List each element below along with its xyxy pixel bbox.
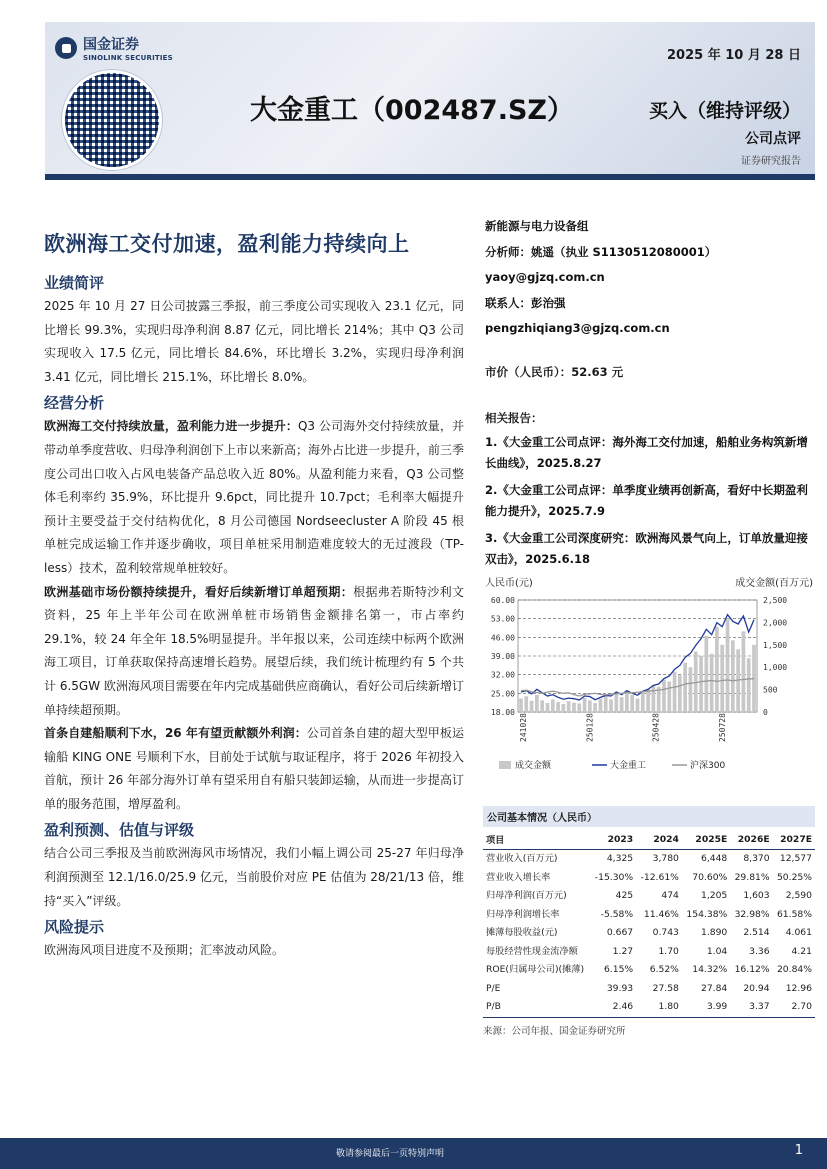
table-cell: 2.46 [590, 998, 636, 1017]
contact-email[interactable]: pengzhiqiang3@gjzq.com.cn [485, 321, 670, 335]
table-cell: 39.93 [606, 982, 634, 994]
table-row [483, 924, 815, 943]
legend-swatch-volume [499, 761, 511, 769]
table-cell: P/E [486, 982, 501, 994]
related-report-2[interactable]: 2.《大金重工公司点评：单季度业绩再创新高，看好中长期盈利能力提升》，2025.7.9 [485, 482, 808, 518]
section-title-operations: 经营分析 [44, 394, 105, 413]
financial-data-table [483, 827, 815, 1018]
table-cell: 6.52% [649, 964, 679, 975]
table-cell: 29.81% [734, 871, 770, 883]
table-cell: 2.514 [743, 927, 770, 938]
rating: 买入（维持评级） [648, 100, 801, 122]
financial-table [483, 806, 815, 1037]
x-tick-label: 250728 [718, 713, 728, 742]
table-cell: 1.80 [636, 998, 682, 1017]
table-cell: 3.37 [730, 998, 772, 1017]
table-cell: 12.96 [785, 982, 812, 994]
volume-bar [742, 631, 746, 712]
operations-paragraph-1 [44, 415, 464, 580]
y-tick-label-left: 32.00 [490, 670, 515, 680]
table-row [483, 906, 815, 925]
logo-cn: 国金证券 [83, 37, 139, 53]
table-cell: 70.60% [692, 871, 728, 883]
table-cell: 1,603 [743, 890, 770, 901]
volume-bar [567, 701, 571, 712]
report-type: 公司点评 [745, 131, 801, 147]
table-title: 公司基本情况（人民币） [483, 806, 815, 827]
volume-bar [704, 636, 708, 712]
table-cell: 11.46% [643, 908, 679, 920]
table-cell: 1.27 [612, 945, 634, 957]
table-source: 来源：公司年报、国金证券研究所 [483, 1025, 626, 1037]
table-cell: 1.04 [706, 945, 728, 957]
main-content [44, 228, 464, 963]
analyst-email[interactable]: yaoy@gjzq.com.cn [485, 270, 605, 284]
volume-bar [710, 654, 714, 712]
y-tick-label-left: 46.00 [490, 633, 515, 643]
logo-icon [55, 37, 77, 59]
volume-bar [667, 682, 671, 712]
related-report-3[interactable]: 3.《大金重工公司深度研究：欧洲海风景气向上，订单放量迎接双击》，2025.6.18 [485, 530, 808, 566]
table-cell: 27.58 [652, 982, 679, 994]
volume-bar [562, 704, 566, 712]
volume-bar [636, 699, 640, 712]
results-paragraph: 2025 年 10 月 27 日公司披露三季报，前三季度公司实现收入 23.1 亿元，同比增长 99.3%，实现归母净利润 8.87 亿元，同比增长 214%；其中 Q3 公司实现收入 17.5 亿元，同比增长 84.6%，环比增长 3.2%，实现归母净利润 3.41 亿元，同比增长 215.1%，环比增长 8.0%。 [44, 299, 464, 384]
table-cell: ROE(归属母公司)(摊薄) [486, 964, 585, 975]
y-tick-label-left: 39.00 [490, 652, 515, 661]
contact: 联系人：彭治强 [485, 295, 566, 310]
y-tick-label-right: 1,000 [763, 663, 788, 673]
table-cell: 3.99 [682, 998, 730, 1017]
table-cell: 20.94 [743, 982, 770, 994]
table-cell: 4.21 [791, 945, 812, 957]
volume-bar [524, 696, 528, 712]
table-cell: -15.30% [594, 871, 634, 883]
volume-bar [652, 685, 656, 712]
volume-bar [556, 702, 560, 712]
market-price: 市价（人民币）：52.63 元 [485, 364, 624, 379]
volume-bar [535, 695, 539, 712]
y-tick-label-right: 500 [763, 685, 778, 695]
volume-bar [620, 697, 624, 712]
table-cell: 0.667 [606, 927, 634, 938]
volume-bar [588, 700, 592, 712]
table-cell: 3.36 [749, 945, 770, 957]
price-chart [485, 572, 815, 777]
y-tick-label-right: 2,000 [763, 618, 788, 628]
volume-bar [747, 658, 751, 712]
risk-paragraph: 欧洲海风项目进度不及预期；汇率波动风险。 [44, 943, 285, 958]
page-title: 欧洲海工交付加速，盈利能力持续向上 [44, 232, 410, 256]
table-cell: 营业收入(百万元) [486, 853, 558, 864]
footer-disclaimer: 敬请参阅最后一页特别声明 [335, 1149, 444, 1159]
sidebar [485, 214, 815, 576]
report-date: 2025 年 10 月 28 日 [667, 48, 801, 63]
table-header-cell: 2024 [636, 827, 682, 850]
table-cell: 3,780 [652, 853, 679, 864]
paragraph-lead: 欧洲海工交付持续放量，盈利能力进一步提升： [44, 419, 298, 434]
legend-label-csi300: 沪深300 [690, 761, 726, 771]
paragraph-lead: 首条自建船顺利下水，26 年有望贡献额外利润： [44, 726, 307, 741]
volume-bar [678, 675, 682, 712]
table-cell: 61.58% [776, 908, 812, 920]
y-tick-label-left: 60.00 [490, 596, 515, 605]
volume-bar [715, 627, 719, 712]
y-tick-label-right: 2,500 [763, 596, 788, 605]
volume-bar [583, 698, 587, 712]
table-cell: 6,448 [700, 853, 728, 864]
volume-bar [689, 667, 693, 712]
section-title-results: 业绩简评 [44, 274, 105, 292]
table-cell: 12,577 [779, 853, 812, 864]
x-tick-label: 250428 [651, 713, 661, 742]
paragraph-body: Q3 公司海外交付持续放量，并带动单季度营收、归母净利润创下上市以来新高；海外占比进一步提升，前三季度公司出口收入占风电装备产品总收入近 80%。从盈利能力来看，Q3 公司整体毛利率约 35.9%，环比提升 9.6pct，同比提升 10.7pct；毛利率大幅提升预计主要受益于交付结构优化，8 月公司德国 Nordseecluster A 阶段 45 根单桩完成运输工作并逐步确收，项目单桩采用制造难度较大的无过渡段（TP-less）技术，盈利较常规单桩较好。 [44, 419, 465, 575]
table-cell: 6.15% [603, 964, 634, 975]
paragraph-lead: 欧洲基础市场份额持续提升，看好后续新增订单超预期： [44, 584, 354, 599]
volume-bar [572, 703, 576, 712]
table-cell: 16.12% [734, 964, 770, 975]
table-cell: 8,370 [743, 853, 770, 864]
volume-bar [673, 672, 677, 712]
volume-bar [604, 696, 608, 712]
table-cell: 14.32% [692, 964, 728, 975]
y-tick-label-left: 18.00 [490, 708, 515, 717]
table-row [483, 961, 815, 980]
research-group: 新能源与电力设备组 [485, 219, 589, 233]
table-header-cell: 2023 [590, 827, 636, 850]
table-row [483, 869, 815, 888]
table-cell: 20.84% [776, 964, 812, 975]
table-row [483, 998, 815, 1017]
table-cell: 摊薄每股收益(元) [486, 927, 558, 938]
company-logo [55, 34, 173, 62]
table-cell: 1,205 [700, 890, 728, 901]
table-header-cell: 2025E [682, 827, 730, 850]
table-row [483, 980, 815, 999]
table-cell: 0.743 [652, 927, 679, 938]
table-row [483, 850, 815, 869]
table-cell: 归母净利润(百万元) [486, 890, 567, 901]
y-axis-label-right: 成交金额(百万元) [735, 578, 813, 589]
volume-bar [599, 699, 603, 712]
table-cell: 32.98% [734, 908, 770, 920]
table-cell: 归母净利润增长率 [486, 908, 560, 920]
paragraph-body: 根据弗若斯特沙利文资料，25 年上半年公司在欧洲单桩市场销售金额排名第一，市占率约 29.1%，较 24 年全年 18.5%明显提升。半年报以来，公司连续中标两个欧洲海工项目，订单获取保持高速增长趋势。展望后续，我们统计梳理约有 5 个共计 6.5GW 欧洲海风项目需要在年内完成基础供应商确认，看好公司后续新增订单持续超预期。 [44, 584, 464, 717]
volume-bar [699, 656, 703, 712]
table-header-row [483, 827, 815, 850]
volume-bar [646, 689, 650, 712]
volume-bar [593, 703, 597, 712]
table-cell: -12.61% [640, 871, 679, 883]
table-cell: 50.25% [776, 871, 812, 883]
y-tick-label-left: 25.00 [490, 689, 515, 699]
related-report-1[interactable]: 1.《大金重工公司点评：海外海工交付加速，船舶业务构筑新增长曲线》，2025.8.27 [485, 434, 808, 470]
section-title-risk: 风险提示 [44, 918, 105, 937]
series-line-stock [521, 615, 754, 700]
volume-bar [726, 618, 730, 712]
table-cell: -5.58% [600, 908, 634, 920]
volume-bar [683, 663, 687, 712]
table-cell: 2.70 [773, 998, 815, 1017]
y-axis-label-left: 人民币(元) [485, 578, 533, 589]
price-chart-svg [485, 572, 815, 777]
analyst: 分析师：姚遥（执业 S1130512080001） [485, 244, 717, 259]
qr-code [62, 70, 162, 170]
table-header-cell: 2027E [773, 827, 815, 850]
volume-bar [662, 680, 666, 712]
x-tick-label: 250128 [585, 713, 595, 742]
stock-title: 大金重工（002487.SZ） [250, 95, 574, 126]
table-cell: 474 [661, 890, 679, 901]
table-header-cell: 项目 [483, 827, 590, 850]
volume-bar [519, 699, 523, 712]
volume-bar [546, 703, 550, 712]
forecast-paragraph: 结合公司三季报及当前欧洲海风市场情况，我们小幅上调公司 25-27 年归母净利润预测至 12.1/16.0/25.9 亿元，当前股价对应 PE 估值为 28/21/13 倍，维持“买入”评级。 [44, 846, 464, 908]
volume-bar [577, 703, 581, 712]
table-cell: 425 [615, 890, 634, 901]
table-cell: 4,325 [606, 853, 634, 864]
table-cell: 2,590 [785, 890, 812, 901]
y-tick-label-right: 0 [763, 708, 768, 717]
table-cell: 27.84 [700, 982, 728, 994]
volume-bar [614, 693, 618, 712]
volume-bar [551, 699, 555, 712]
y-tick-label-right: 1,500 [763, 640, 788, 650]
related-reports-title: 相关报告： [485, 410, 543, 425]
volume-bar [731, 640, 735, 712]
table-row [483, 943, 815, 962]
operations-paragraph-2 [44, 581, 464, 723]
volume-bar [609, 699, 613, 712]
table-row [483, 887, 815, 906]
operations-paragraph-3 [44, 722, 464, 816]
y-tick-label-left: 53.00 [490, 614, 515, 624]
logo-en: SINOLINK SECURITIES [83, 54, 173, 62]
paragraph-body: 公司首条自建的超大型甲板运输船 KING ONE 号顺利下水，目前处于试航与取证程序，将于 2026 年初投入首航，预计 26 年部分海外订单有望采用自有船只装卸运输，从而进一步提高订单的服务范围，增厚盈利。 [44, 726, 464, 811]
table-cell: P/B [483, 998, 590, 1017]
table-cell: 1.890 [700, 927, 728, 938]
volume-bar [625, 691, 629, 712]
volume-bar [530, 701, 534, 712]
table-cell: 每股经营性现金流净额 [486, 945, 578, 957]
report-sub: 证券研究报告 [741, 156, 801, 167]
page-number: 1 [794, 1143, 803, 1158]
legend-label-volume: 成交金额 [515, 761, 552, 771]
section-title-forecast: 盈利预测、估值与评级 [44, 821, 195, 840]
table-cell: 154.38% [686, 908, 728, 920]
volume-bar [720, 645, 724, 712]
volume-bar [641, 692, 645, 712]
table-header-cell: 2026E [730, 827, 772, 850]
volume-bar [540, 700, 544, 712]
volume-bar [630, 695, 634, 712]
x-tick-label: 241028 [519, 713, 528, 742]
table-cell: 营业收入增长率 [486, 871, 551, 883]
legend-label-stock: 大金重工 [610, 761, 647, 771]
table-body [483, 850, 815, 1018]
table-cell: 4.061 [785, 927, 812, 938]
table-cell: 1.70 [658, 945, 679, 957]
